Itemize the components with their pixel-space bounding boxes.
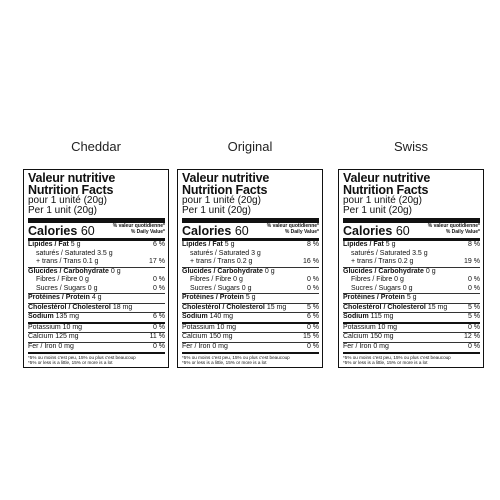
- dv-fr: % valeur quotidienne*: [427, 223, 480, 229]
- potassium-label: Potassium 10 mg: [182, 323, 237, 331]
- fat-amount: 5 g: [385, 241, 396, 248]
- sugars-label: Sucres / Sugars 0 g: [190, 284, 252, 292]
- fibre-label: Fibres / Fibre 0 g: [351, 276, 404, 283]
- dv-en: % Daily Value*: [445, 228, 480, 235]
- cholesterol-label: Cholestérol / Cholesterol: [182, 303, 265, 311]
- label-title-en: Nutrition Facts: [182, 183, 268, 197]
- sodium-pct: 6 %: [152, 313, 165, 320]
- saturated-label: saturés / Saturated 3 g: [190, 249, 261, 257]
- protein-label: Protéines / Protein: [182, 294, 244, 301]
- saturated-pct: 16 %: [303, 258, 319, 265]
- sodium-row: [28, 312, 165, 322]
- footnote: [343, 352, 480, 365]
- protein-amount: 5 g: [245, 294, 256, 301]
- sugars-pct: 0 %: [152, 284, 165, 292]
- calories-label: Calories: [28, 224, 78, 238]
- cholesterol-amount: 15 mg: [427, 303, 448, 311]
- protein-amount: 5 g: [406, 294, 417, 301]
- carb-row: [343, 267, 480, 277]
- sugars-label: Sucres / Sugars 0 g: [36, 284, 98, 292]
- potassium-row: [182, 322, 319, 333]
- cholesterol-row: [343, 303, 480, 313]
- nutrition-facts-label: [177, 169, 323, 368]
- calcium-pct: 11 %: [149, 333, 165, 340]
- footnote-en: *5% or less is a little, 15% or more is a lot: [343, 360, 428, 365]
- sugars-row: [343, 285, 480, 294]
- calories-row: [182, 223, 319, 241]
- footnote-fr: *5% ou moins c'est peu, 15% ou plus c'est beaucoup: [343, 355, 451, 360]
- carb-row: [28, 267, 165, 277]
- carb-amount: 0 g: [110, 267, 121, 275]
- sugars-label: Sucres / Sugars 0 g: [351, 284, 413, 292]
- saturated-pct: 17 %: [149, 258, 165, 265]
- calcium-pct: 12 %: [464, 333, 480, 340]
- product-name: Cheddar: [71, 139, 121, 154]
- daily-value-heading: [267, 224, 319, 235]
- potassium-pct: 0 %: [467, 323, 480, 331]
- calcium-label: Calcium 125 mg: [28, 333, 79, 340]
- potassium-row: [343, 322, 480, 333]
- protein-row: [182, 293, 319, 303]
- serving-en: Per 1 unit (20g): [28, 205, 97, 216]
- calcium-row: [343, 332, 480, 342]
- footnote: [28, 352, 165, 365]
- fat-amount: 5 g: [70, 241, 81, 248]
- sodium-label: Sodium: [182, 313, 208, 320]
- carb-label: Glucides / Carbohydrate: [343, 267, 424, 275]
- sugars-pct: 0 %: [306, 284, 319, 292]
- fat-amount: 5 g: [224, 241, 235, 248]
- protein-row: [28, 293, 165, 303]
- protein-row: [343, 293, 480, 303]
- label-title-fr: Valeur nutritive: [182, 171, 270, 185]
- serving-en: Per 1 unit (20g): [182, 205, 251, 216]
- fat-pct: 8 %: [467, 241, 480, 248]
- carb-amount: 0 g: [264, 267, 275, 275]
- product-column-original: [177, 138, 323, 368]
- iron-pct: 0 %: [152, 342, 165, 350]
- sodium-pct: 6 %: [306, 313, 319, 320]
- product-name: Swiss: [394, 139, 428, 154]
- label-title-fr: Valeur nutritive: [343, 171, 431, 185]
- calcium-row: [28, 332, 165, 342]
- cholesterol-label: Cholestérol / Cholesterol: [343, 303, 426, 311]
- product-name: Original: [227, 139, 273, 154]
- saturated-label: saturés / Saturated 3.5 g: [351, 249, 428, 257]
- sugars-row: [182, 285, 319, 294]
- trans-label: + trans / Trans 0.1 g: [36, 258, 99, 265]
- cholesterol-pct: 5 %: [467, 303, 480, 311]
- cholesterol-pct: 5 %: [306, 303, 319, 311]
- calories-value: 60: [395, 224, 410, 238]
- carb-row: [182, 267, 319, 277]
- protein-label: Protéines / Protein: [28, 294, 90, 301]
- fat-label: Lipides / Fat: [343, 241, 384, 248]
- product-column-swiss: [338, 138, 484, 368]
- calories-label: Calories: [182, 224, 232, 238]
- fat-row: [343, 241, 480, 250]
- cholesterol-row: [182, 303, 319, 313]
- fibre-row: [182, 276, 319, 285]
- saturated-label: saturés / Saturated 3.5 g: [36, 249, 113, 257]
- footnote-en: *5% or less is a little, 15% or more is a lot: [182, 360, 267, 365]
- sodium-amount: 140 mg: [209, 313, 233, 320]
- fibre-row: [343, 276, 480, 285]
- sugars-row: [28, 285, 165, 294]
- sodium-row: [343, 312, 480, 322]
- dv-fr: % valeur quotidienne*: [112, 223, 165, 229]
- fat-label: Lipides / Fat: [182, 241, 223, 248]
- nutrition-facts-label: [23, 169, 169, 368]
- sugars-pct: 0 %: [467, 284, 480, 292]
- sodium-amount: 115 mg: [370, 313, 394, 320]
- calcium-pct: 15 %: [303, 333, 319, 340]
- calories-row: [28, 223, 165, 241]
- dv-fr: % valeur quotidienne*: [266, 223, 319, 229]
- nutrition-facts-label: [338, 169, 484, 368]
- iron-pct: 0 %: [467, 342, 480, 350]
- daily-value-heading: [113, 224, 165, 235]
- label-title-fr: Valeur nutritive: [28, 171, 116, 185]
- fat-row: [28, 241, 165, 250]
- dv-en: % Daily Value*: [130, 228, 165, 235]
- protein-label: Protéines / Protein: [343, 294, 405, 301]
- sodium-amount: 135 mg: [55, 313, 79, 320]
- fat-pct: 8 %: [306, 241, 319, 248]
- protein-amount: 4 g: [91, 294, 102, 301]
- sodium-label: Sodium: [343, 313, 369, 320]
- calcium-label: Calcium 150 mg: [182, 333, 233, 340]
- fibre-pct: 0 %: [152, 276, 165, 283]
- calories-label: Calories: [343, 224, 393, 238]
- fat-label: Lipides / Fat: [28, 241, 69, 248]
- saturated-trans-row: [343, 250, 480, 267]
- cholesterol-row: [28, 303, 165, 313]
- footnote: [182, 352, 319, 365]
- serving-fr: pour 1 unité (20g): [343, 195, 422, 206]
- cholesterol-amount: 15 mg: [266, 303, 287, 311]
- dv-en: % Daily Value*: [284, 228, 319, 235]
- carb-label: Glucides / Carbohydrate: [182, 267, 263, 275]
- sodium-row: [182, 312, 319, 322]
- saturated-pct: 19 %: [464, 258, 480, 265]
- calories-value: 60: [80, 224, 95, 238]
- iron-label: Fer / Iron 0 mg: [343, 342, 389, 350]
- potassium-label: Potassium 10 mg: [343, 323, 398, 331]
- iron-pct: 0 %: [306, 342, 319, 350]
- daily-value-heading: [428, 224, 480, 235]
- iron-row: [182, 342, 319, 352]
- calcium-row: [182, 332, 319, 342]
- calcium-label: Calcium 150 mg: [343, 333, 394, 340]
- iron-label: Fer / Iron 0 mg: [28, 342, 74, 350]
- label-title-en: Nutrition Facts: [343, 183, 429, 197]
- calories-row: [343, 223, 480, 241]
- fibre-label: Fibres / Fibre 0 g: [36, 276, 89, 283]
- potassium-label: Potassium 10 mg: [28, 323, 83, 331]
- sodium-label: Sodium: [28, 313, 54, 320]
- fat-row: [182, 241, 319, 250]
- serving-en: Per 1 unit (20g): [343, 205, 412, 216]
- calories-value: 60: [234, 224, 249, 238]
- trans-label: + trans / Trans 0.2 g: [190, 258, 253, 265]
- fibre-row: [28, 276, 165, 285]
- fibre-label: Fibres / Fibre 0 g: [190, 276, 243, 283]
- serving-fr: pour 1 unité (20g): [28, 195, 107, 206]
- fat-pct: 6 %: [152, 241, 165, 248]
- fibre-pct: 0 %: [306, 276, 319, 283]
- footnote-fr: *5% ou moins c'est peu, 15% ou plus c'est beaucoup: [28, 355, 136, 360]
- carb-amount: 0 g: [425, 267, 436, 275]
- cholesterol-amount: 18 mg: [112, 303, 133, 311]
- product-column-cheddar: [23, 138, 169, 368]
- iron-label: Fer / Iron 0 mg: [182, 342, 228, 350]
- label-title-en: Nutrition Facts: [28, 183, 114, 197]
- carb-label: Glucides / Carbohydrate: [28, 267, 109, 275]
- footnote-fr: *5% ou moins c'est peu, 15% ou plus c'est beaucoup: [182, 355, 290, 360]
- sodium-pct: 5 %: [467, 313, 480, 320]
- saturated-trans-row: [182, 250, 319, 267]
- trans-label: + trans / Trans 0.2 g: [351, 258, 414, 265]
- potassium-row: [28, 322, 165, 333]
- potassium-pct: 0 %: [306, 323, 319, 331]
- iron-row: [28, 342, 165, 352]
- serving-fr: pour 1 unité (20g): [182, 195, 261, 206]
- cholesterol-label: Cholestérol / Cholesterol: [28, 303, 111, 311]
- potassium-pct: 0 %: [152, 323, 165, 331]
- footnote-en: *5% or less is a little, 15% or more is a lot: [28, 360, 113, 365]
- iron-row: [343, 342, 480, 352]
- fibre-pct: 0 %: [467, 276, 480, 283]
- saturated-trans-row: [28, 250, 165, 267]
